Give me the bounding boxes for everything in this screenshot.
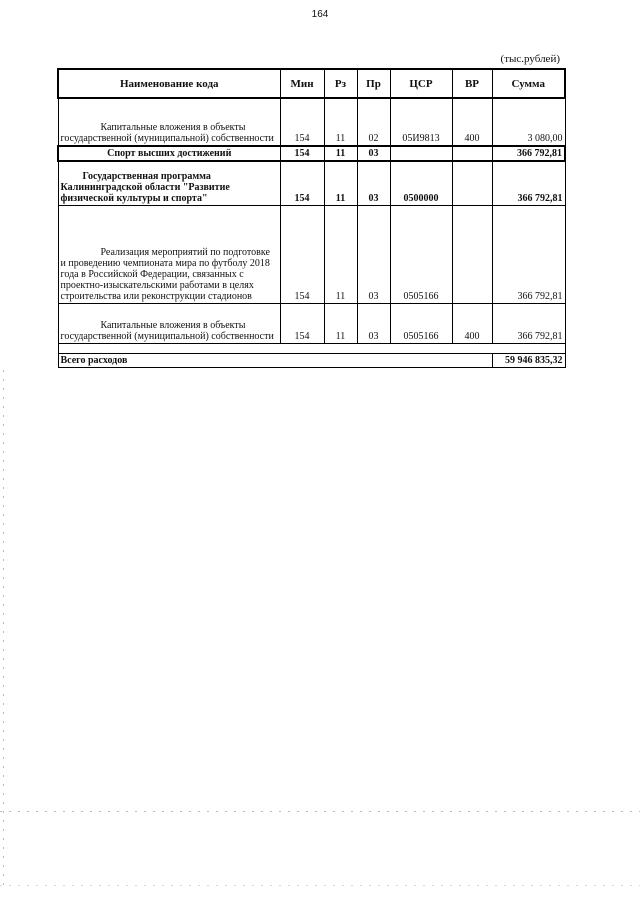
spacer-row (58, 343, 565, 353)
spacer-cell (58, 343, 565, 353)
row-name: Капитальные вложения в объекты государственной (муниципальной) собственности (58, 303, 280, 343)
row-sum: 366 792,81 (492, 205, 565, 303)
header-vr: ВР (452, 69, 492, 98)
budget-table (57, 68, 566, 368)
row-sum: 366 792,81 (492, 303, 565, 343)
row-name: Спорт высших достижений (58, 146, 280, 161)
total-label: Всего расходов (58, 353, 492, 367)
scan-artifact-line (0, 811, 640, 812)
row-csr (390, 146, 452, 161)
table-row (58, 161, 565, 205)
scan-artifact-edge (3, 370, 4, 890)
row-vr: 400 (452, 98, 492, 146)
total-sum: 59 946 835,32 (492, 353, 565, 367)
table-row (58, 146, 565, 161)
row-min: 154 (280, 303, 324, 343)
row-sum: 366 792,81 (492, 146, 565, 161)
unit-label: (тыс.рублей) (500, 53, 560, 65)
row-rz: 11 (324, 303, 357, 343)
row-rz: 11 (324, 146, 357, 161)
row-vr: 400 (452, 303, 492, 343)
row-pr: 03 (357, 205, 390, 303)
row-sum: 366 792,81 (492, 161, 565, 205)
row-csr: 05И9813 (390, 98, 452, 146)
row-pr: 03 (357, 146, 390, 161)
row-pr: 03 (357, 161, 390, 205)
header-pr: Пр (357, 69, 390, 98)
row-vr (452, 161, 492, 205)
scan-artifact-line (0, 885, 640, 886)
total-row (58, 353, 565, 367)
row-csr: 0505166 (390, 303, 452, 343)
header-sum: Сумма (492, 69, 565, 98)
row-min: 154 (280, 205, 324, 303)
header-min: Мин (280, 69, 324, 98)
header-csr: ЦСР (390, 69, 452, 98)
row-rz: 11 (324, 205, 357, 303)
row-csr: 0505166 (390, 205, 452, 303)
row-sum: 3 080,00 (492, 98, 565, 146)
row-min: 154 (280, 161, 324, 205)
table-row (58, 205, 565, 303)
row-min: 154 (280, 98, 324, 146)
table-row (58, 98, 565, 146)
row-pr: 03 (357, 303, 390, 343)
row-rz: 11 (324, 98, 357, 146)
row-name: Государственная программа Калининградской области "Развитие физической культуры и спорта" (58, 161, 280, 205)
header-name: Наименование кода (58, 69, 280, 98)
row-vr (452, 146, 492, 161)
row-min: 154 (280, 146, 324, 161)
row-rz: 11 (324, 161, 357, 205)
table-header-row (58, 69, 565, 98)
row-name: Капитальные вложения в объекты государственной (муниципальной) собственности (58, 98, 280, 146)
page-number: 164 (311, 9, 329, 20)
table-row (58, 303, 565, 343)
row-vr (452, 205, 492, 303)
header-rz: Рз (324, 69, 357, 98)
row-pr: 02 (357, 98, 390, 146)
row-name: Реализация мероприятий по подготовке и проведению чемпионата мира по футболу 2018 года в Российской Федерации, связанных с проектно-изыскательскими работами в целях строительства или реконструкции стадионов (58, 205, 280, 303)
row-csr: 0500000 (390, 161, 452, 205)
